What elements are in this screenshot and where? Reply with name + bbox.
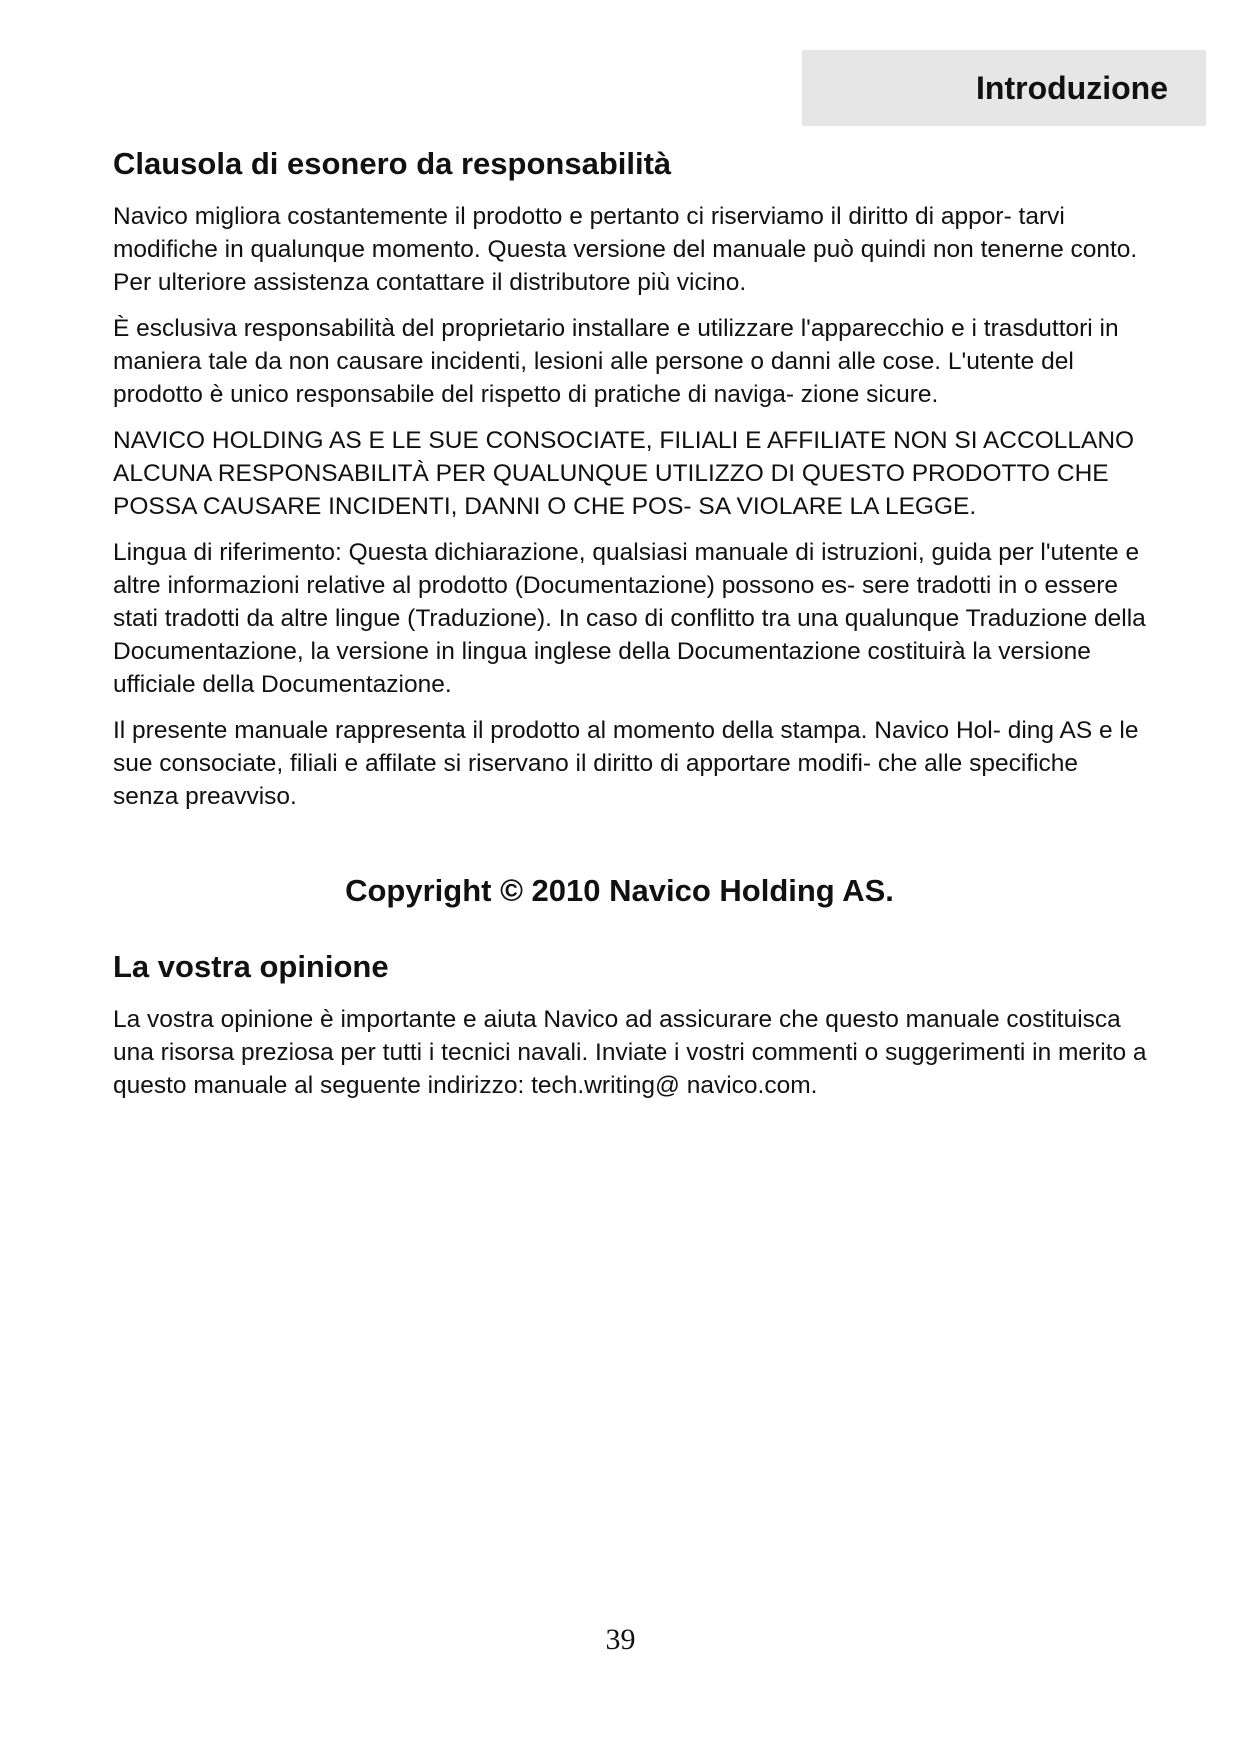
page-content bbox=[113, 140, 1148, 1115]
page-number: 39 bbox=[605, 1623, 636, 1656]
disclaimer-paragraph: Il presente manuale rappresenta il prodotto al momento della stampa. Navico Hol- ding AS e le sue consociate, filiali e affilate si riservano il diritto di apportare modifi- che alle specifiche senza preavviso. bbox=[113, 717, 1139, 810]
chapter-header-tab bbox=[802, 50, 1206, 126]
disclaimer-paragraph: NAVICO HOLDING AS E LE SUE CONSOCIATE, FILIALI E AFFILIATE NON SI ACCOLLANO ALCUNA RESPONSABILITÀ PER QUALUNQUE UTILIZZO DI QUESTO PRODOTTO CHE POSSA CAUSARE INCIDENTI, DANNI O CHE POS- SA VIOLARE LA LEGGE. bbox=[113, 427, 1135, 520]
disclaimer-paragraph: Lingua di riferimento: Questa dichiarazione, qualsiasi manuale di istruzioni, guida per l'utente e altre informazioni relative al prodotto (Documentazione) possono es- sere tradotti in o essere stati tradotti da altre lingue (Traduzione). In caso di conflitto tra una qualunque Traduzione della Documentazione, la versione in lingua inglese della Documentazione costituirà la versione ufficiale della Documentazione. bbox=[113, 539, 1146, 698]
disclaimer-paragraph: Navico migliora costantemente il prodotto e pertanto ci riserviamo il diritto di appor- tarvi modifiche in qualunque momento. Questa versione del manuale può quindi non tenerne conto. Per ulteriore assistenza contattare il distributore più vicino. bbox=[113, 203, 1138, 296]
copyright-notice: Copyright © 2010 Navico Holding AS. bbox=[345, 873, 894, 908]
feedback-paragraph: La vostra opinione è importante e aiuta Navico ad assicurare che questo manuale costituisca una risorsa preziosa per tutti i tecnici navali. Inviate i vostri commenti o suggerimenti in merito a questo manuale al seguente indirizzo: tech.writing@ navico.com. bbox=[113, 1006, 1147, 1099]
disclaimer-heading: Clausola di esonero da responsabilità bbox=[113, 146, 672, 181]
feedback-heading: La vostra opinione bbox=[113, 949, 389, 984]
chapter-title: Introduzione bbox=[976, 69, 1168, 106]
disclaimer-paragraph: È esclusiva responsabilità del proprietario installare e utilizzare l'apparecchio e i trasduttori in maniera tale da non causare incidenti, lesioni alle persone o danni alle cose. L'utente del prodotto è unico responsabile del rispetto di pratiche di naviga- zione sicure. bbox=[113, 315, 1119, 408]
